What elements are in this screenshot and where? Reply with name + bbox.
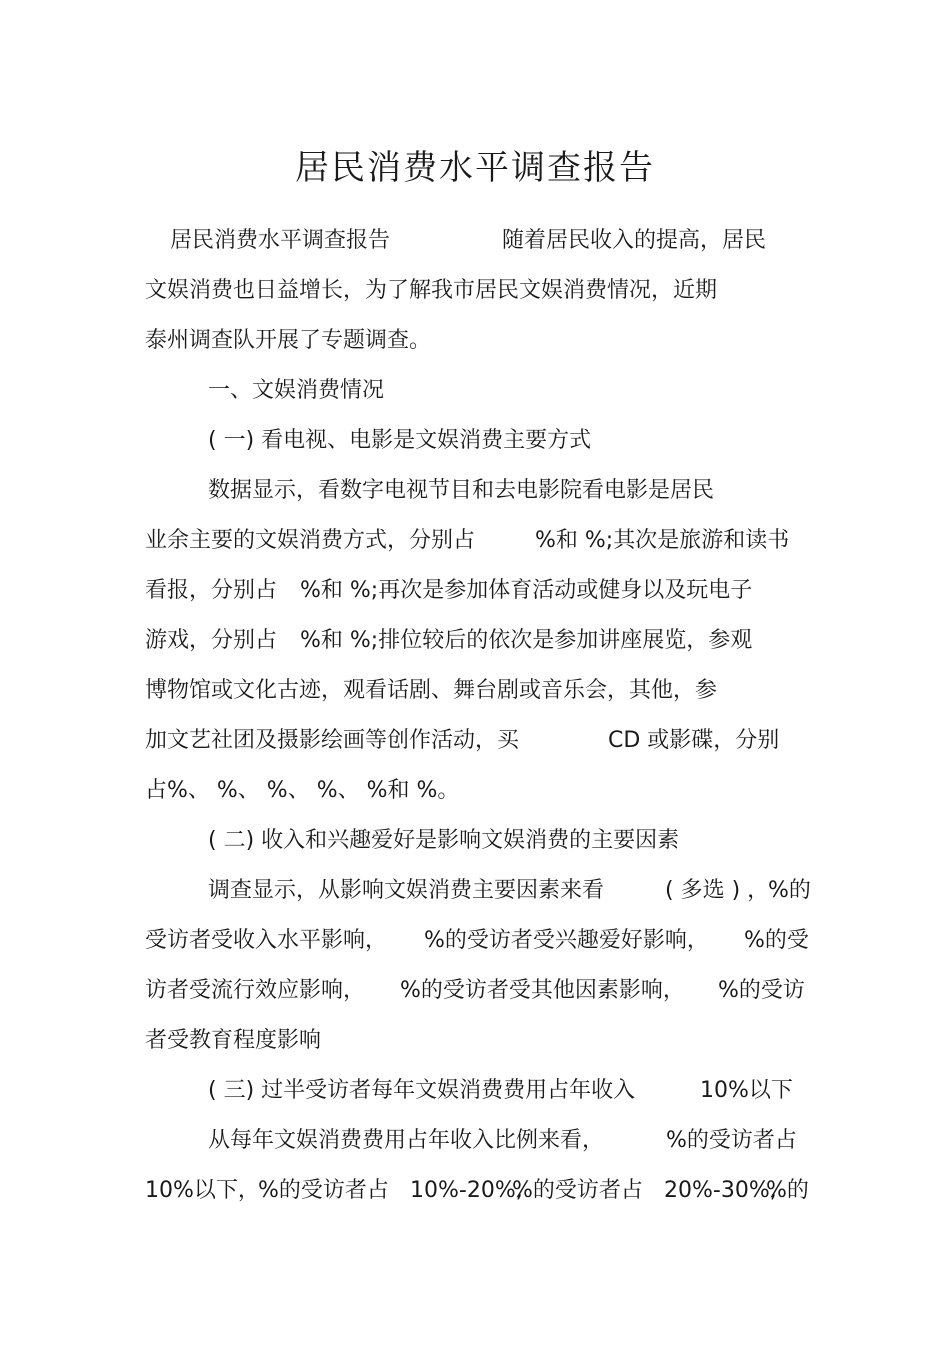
text-segment: %和 %;排位较后的依次是参加讲座展览，参观 xyxy=(300,628,753,653)
text-segment: %的受访 xyxy=(718,978,805,1003)
text-segment: ( 二) 收入和兴趣爱好是影响文娱消费的主要因素 xyxy=(208,828,680,853)
text-segment: 10%-20%, xyxy=(410,1178,523,1203)
text-segment: 随着居民收入的提高，居民 xyxy=(502,228,767,253)
text-segment: %的受访者受兴趣爱好影响， xyxy=(424,928,709,953)
text-segment: ( 一) 看电视、电影是文娱消费主要方式 xyxy=(208,428,592,453)
text-segment: 20%-30%, xyxy=(664,1178,777,1203)
document-title: 居民消费水平调查报告 xyxy=(295,147,655,188)
text-segment: ( 三) 过半受访者每年文娱消费费用占年收入 xyxy=(208,1078,636,1103)
text-segment: 受访者受收入水平影响， xyxy=(145,928,388,953)
text-segment: 数据显示，看数字电视节目和去电影院看电影是居民 xyxy=(208,478,715,503)
text-segment: 文娱消费也日益增长，为了解我市居民文娱消费情况，近期 xyxy=(145,278,718,303)
text-segment: 一、文娱消费情况 xyxy=(208,378,385,403)
text-segment: ( 多选 ) ， xyxy=(665,878,770,903)
text-segment: %的受访者受其他因素影响， xyxy=(400,978,685,1003)
text-segment: %的受访者占 xyxy=(666,1128,797,1153)
text-segment: %的受 xyxy=(744,928,809,953)
text-segment: CD 或影碟，分别 xyxy=(608,728,780,753)
text-segment: 泰州调查队开展了专题调查。 xyxy=(145,328,432,353)
text-segment: 业余主要的文娱消费方式，分别占 xyxy=(145,528,476,553)
text-segment: 调查显示，从影响文娱消费主要因素来看 xyxy=(208,878,605,903)
text-segment: 游戏，分别占 xyxy=(145,628,278,653)
text-segment: 居民消费水平调查报告 xyxy=(170,228,391,253)
text-segment: %的受访者占 xyxy=(512,1178,643,1203)
text-segment: 加文艺社团及摄影绘画等创作活动，买 xyxy=(145,728,520,753)
text-segment: 看报，分别占 xyxy=(145,578,278,603)
text-segment: %和 %;再次是参加体育活动或健身以及玩电子 xyxy=(300,578,753,603)
text-segment: 从每年文娱消费费用占年收入比例来看， xyxy=(208,1128,605,1153)
text-segment: %的 xyxy=(768,878,811,903)
text-segment: %的受访者占 xyxy=(258,1178,389,1203)
text-segment: 者受教育程度影响 xyxy=(145,1028,322,1053)
text-segment: 博物馆或文化古迹，观看话剧、舞台剧或音乐会，其他，参 xyxy=(145,678,718,703)
text-segment: 访者受流行效应影响， xyxy=(145,978,366,1003)
text-segment: 占%、 %、 %、 %、 %和 %。 xyxy=(145,778,460,803)
text-segment: 10%以下， xyxy=(145,1178,260,1203)
text-segment: %的 xyxy=(766,1178,809,1203)
text-segment: 10%以下 xyxy=(700,1078,793,1103)
text-segment: %和 %;其次是旅游和读书 xyxy=(535,528,790,553)
